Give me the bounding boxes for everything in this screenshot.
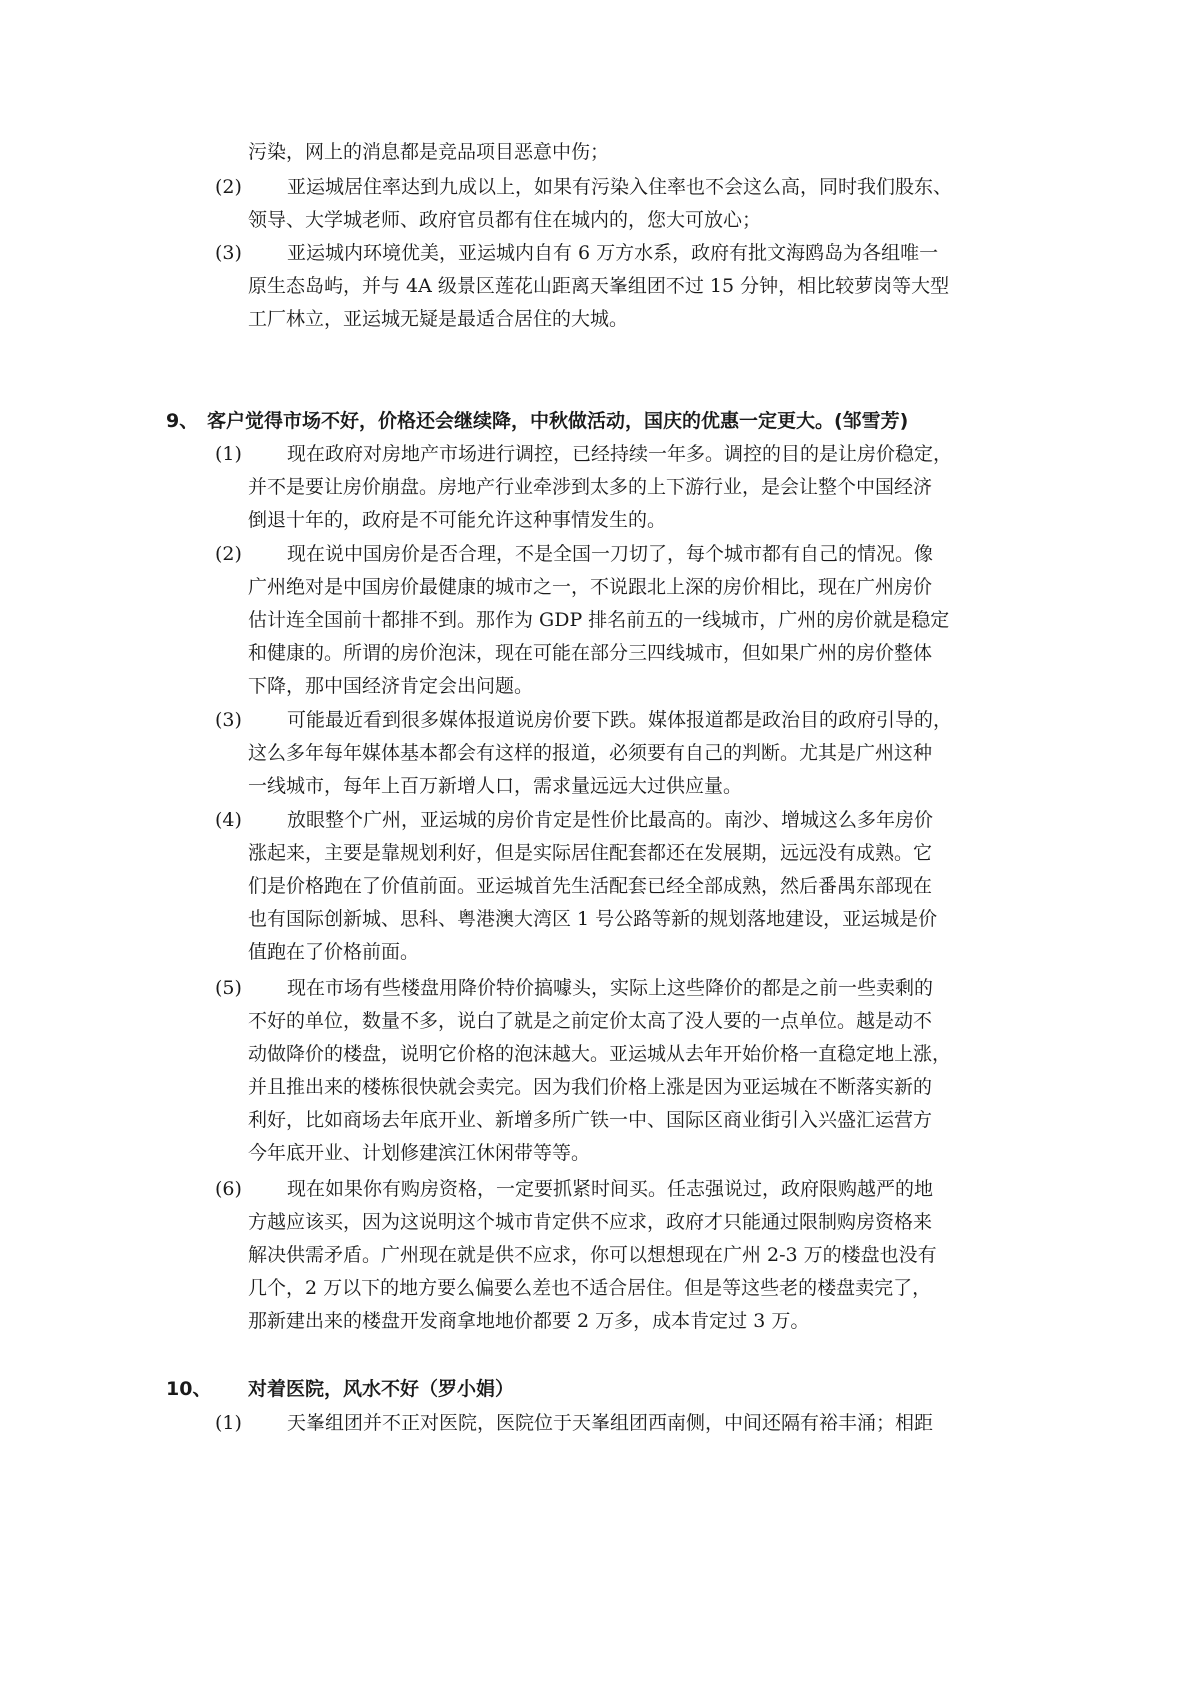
section-number: 10、	[166, 1378, 212, 1400]
item-number: (2)	[215, 543, 242, 565]
paragraph-line: 现在如果你有购房资格，一定要抓紧时间买。任志强说过，政府限购越严的地	[287, 1178, 934, 1200]
paragraph-line: 一线城市，每年上百万新增人口，需求量远远大过供应量。	[248, 775, 743, 797]
section-number: 9、	[166, 410, 199, 432]
paragraph-line: 这么多年每年媒体基本都会有这样的报道，必须要有自己的判断。尤其是广州这种	[248, 742, 933, 764]
paragraph-line: 几个，2 万以下的地方要么偏要么差也不适合居住。但是等这些老的楼盘卖完了，	[248, 1277, 932, 1299]
paragraph-line: 并且推出来的楼栋很快就会卖完。因为我们价格上涨是因为亚运城在不断落实新的	[248, 1076, 933, 1098]
paragraph-line: 估计连全国前十都排不到。那作为 GDP 排名前五的一线城市，广州的房价就是稳定	[248, 609, 950, 631]
paragraph-line: 天峯组团并不正对医院，医院位于天峯组团西南侧，中间还隔有裕丰涌；相距	[287, 1412, 934, 1434]
paragraph-line: 亚运城内环境优美，亚运城内自有 6 万方水系，政府有批文海鸥岛为各组唯一	[287, 242, 939, 264]
paragraph-line: 下降，那中国经济肯定会出问题。	[248, 675, 534, 697]
paragraph-line: 方越应该买，因为这说明这个城市肯定供不应求，政府才只能通过限制购房资格来	[248, 1211, 933, 1233]
item-number: (3)	[215, 709, 242, 731]
paragraph-line: 广州绝对是中国房价最健康的城市之一，不说跟北上深的房价相比，现在广州房价	[248, 576, 933, 598]
paragraph-line: 工厂林立，亚运城无疑是最适合居住的大城。	[248, 308, 629, 330]
item-number: (3)	[215, 242, 242, 264]
paragraph-line: 倒退十年的，政府是不可能允许这种事情发生的。	[248, 509, 667, 531]
item-number: (2)	[215, 176, 242, 198]
paragraph-line: 现在政府对房地产市场进行调控，已经持续一年多。调控的目的是让房价稳定，	[287, 443, 953, 465]
paragraph-line: 利好，比如商场去年底开业、新增多所广铁一中、国际区商业街引入兴盛汇运营方	[248, 1109, 933, 1131]
paragraph-line: 值跑在了价格前面。	[248, 941, 420, 963]
item-number: (6)	[215, 1178, 242, 1200]
item-number: (1)	[215, 1412, 242, 1434]
paragraph-line: 今年底开业、计划修建滨江休闲带等等。	[248, 1142, 591, 1164]
paragraph-line: 现在市场有些楼盘用降价特价搞噱头，实际上这些降价的都是之前一些卖剩的	[287, 977, 934, 999]
section-heading: 客户觉得市场不好，价格还会继续降，中秋做活动，国庆的优惠一定更大。(邹雪芳)	[207, 410, 909, 432]
paragraph-line: 涨起来，主要是靠规划利好，但是实际居住配套都还在发展期，远远没有成熟。它	[248, 842, 933, 864]
paragraph-line: 放眼整个广州，亚运城的房价肯定是性价比最高的。南沙、增城这么多年房价	[287, 809, 934, 831]
paragraph-line: 原生态岛屿，并与 4A 级景区莲花山距离天峯组团不过 15 分钟，相比较萝岗等大型	[248, 275, 950, 297]
section-heading: 对着医院，风水不好（罗小娟）	[248, 1378, 515, 1400]
paragraph-line: 现在说中国房价是否合理，不是全国一刀切了，每个城市都有自己的情况。像	[287, 543, 934, 565]
item-number: (1)	[215, 443, 242, 465]
paragraph-line: 和健康的。所谓的房价泡沫，现在可能在部分三四线城市，但如果广州的房价整体	[248, 642, 933, 664]
paragraph-line: 动做降价的楼盘，说明它价格的泡沫越大。亚运城从去年开始价格一直稳定地上涨，	[248, 1043, 952, 1065]
paragraph-line: 污染，网上的消息都是竞品项目恶意中伤；	[248, 141, 610, 163]
paragraph-line: 领导、大学城老师、政府官员都有住在城内的，您大可放心；	[248, 209, 762, 231]
paragraph-line: 解决供需矛盾。广州现在就是供不应求，你可以想想现在广州 2-3 万的楼盘也没有	[248, 1244, 937, 1266]
paragraph-line: 那新建出来的楼盘开发商拿地地价都要 2 万多，成本肯定过 3 万。	[248, 1310, 810, 1332]
paragraph-line: 亚运城居住率达到九成以上，如果有污染入住率也不会这么高，同时我们股东、	[287, 176, 953, 198]
paragraph-line: 可能最近看到很多媒体报道说房价要下跌。媒体报道都是政治目的政府引导的，	[287, 709, 953, 731]
paragraph-line: 不好的单位，数量不多，说白了就是之前定价太高了没人要的一点单位。越是动不	[248, 1010, 933, 1032]
paragraph-line: 并不是要让房价崩盘。房地产行业牵涉到太多的上下游行业，是会让整个中国经济	[248, 476, 933, 498]
paragraph-line: 们是价格跑在了价值前面。亚运城首先生活配套已经全部成熟，然后番禺东部现在	[248, 875, 933, 897]
item-number: (5)	[215, 977, 242, 999]
paragraph-line: 也有国际创新城、思科、粤港澳大湾区 1 号公路等新的规划落地建设，亚运城是价	[248, 908, 938, 930]
item-number: (4)	[215, 809, 242, 831]
